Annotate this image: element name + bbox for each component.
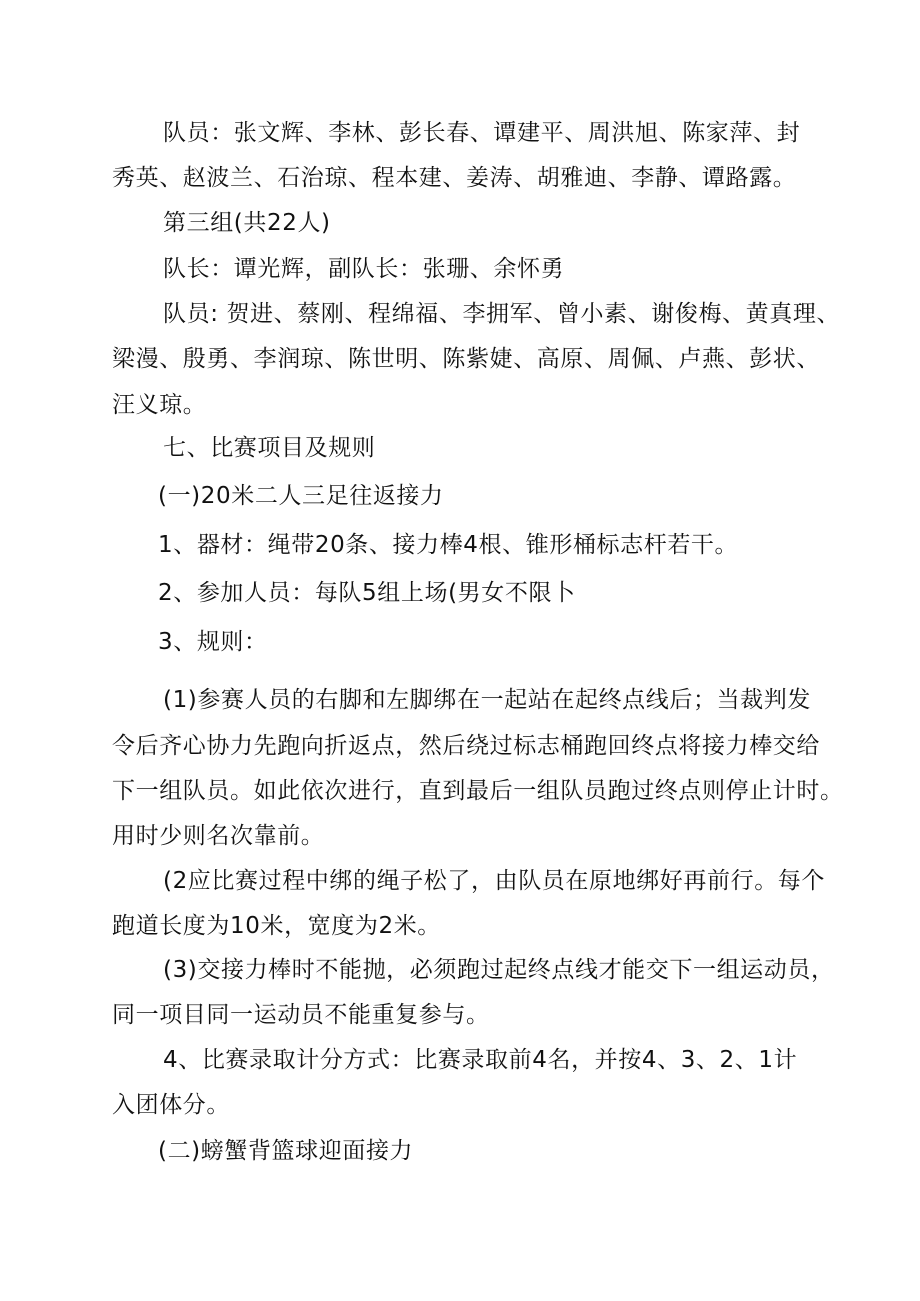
text-line: 梁漫、殷勇、李润琼、陈世明、陈紫婕、高原、周佩、卢燕、彭状、 [112,346,820,372]
text-line: 秀英、赵波兰、石治琼、程本建、姜涛、胡雅迪、李静、谭路露。 [112,165,797,191]
text-line: 汪义琼。 [112,392,207,418]
text-line: 令后齐心协力先跑向折返点，然后绕过标志桶跑回终点将接力棒交给 [112,733,820,759]
text-line: 4、比赛录取计分方式：比赛录取前4名，并按4、3、2、1计 [163,1047,798,1073]
text-line: 第三组(共22人) [163,210,331,236]
text-line: 2、参加人员：每队5组上场(男女不限卜 [158,580,576,606]
text-line: 跑道长度为10米，宽度为2米。 [112,913,441,939]
text-line: (1)参赛人员的右脚和左脚绑在一起站在起终点线后；当裁判发 [163,687,811,713]
text-line: 入团体分。 [112,1092,230,1118]
text-line: 3、规则： [158,629,268,655]
subsection-heading: (一)20米二人三足往返接力 [158,483,444,509]
text-line: 1、器材：绳带20条、接力棒4根、锥形桶标志杆若干。 [158,532,739,558]
subsection-heading: (二)螃蟹背篮球迎面接力 [158,1138,414,1164]
text-line: 队长：谭光辉，副队长：张珊、余怀勇 [163,256,565,282]
text-line: (2应比赛过程中绑的绳子松了，由队员在原地绑好再前行。每个 [163,868,826,894]
text-line: 同一项目同一运动员不能重复参与。 [112,1002,490,1028]
text-line: 用时少则名次靠前。 [112,823,325,849]
text-line: (3)交接力棒时不能抛，必须跑过起终点线才能交下一组运动员， [163,957,835,983]
text-line: 队员: 贺进、蔡刚、程绵福、李拥军、曾小素、谢俊梅、黄真理、 [163,301,841,327]
text-line: 下一组队员。如此依次进行，直到最后一组队员跑过终点则停止计时。 [112,778,844,804]
text-line: 队员：张文辉、李林、彭长春、谭建平、周洪旭、陈家萍、封 [163,120,801,146]
section-heading: 七、比赛项目及规则 [163,435,376,461]
